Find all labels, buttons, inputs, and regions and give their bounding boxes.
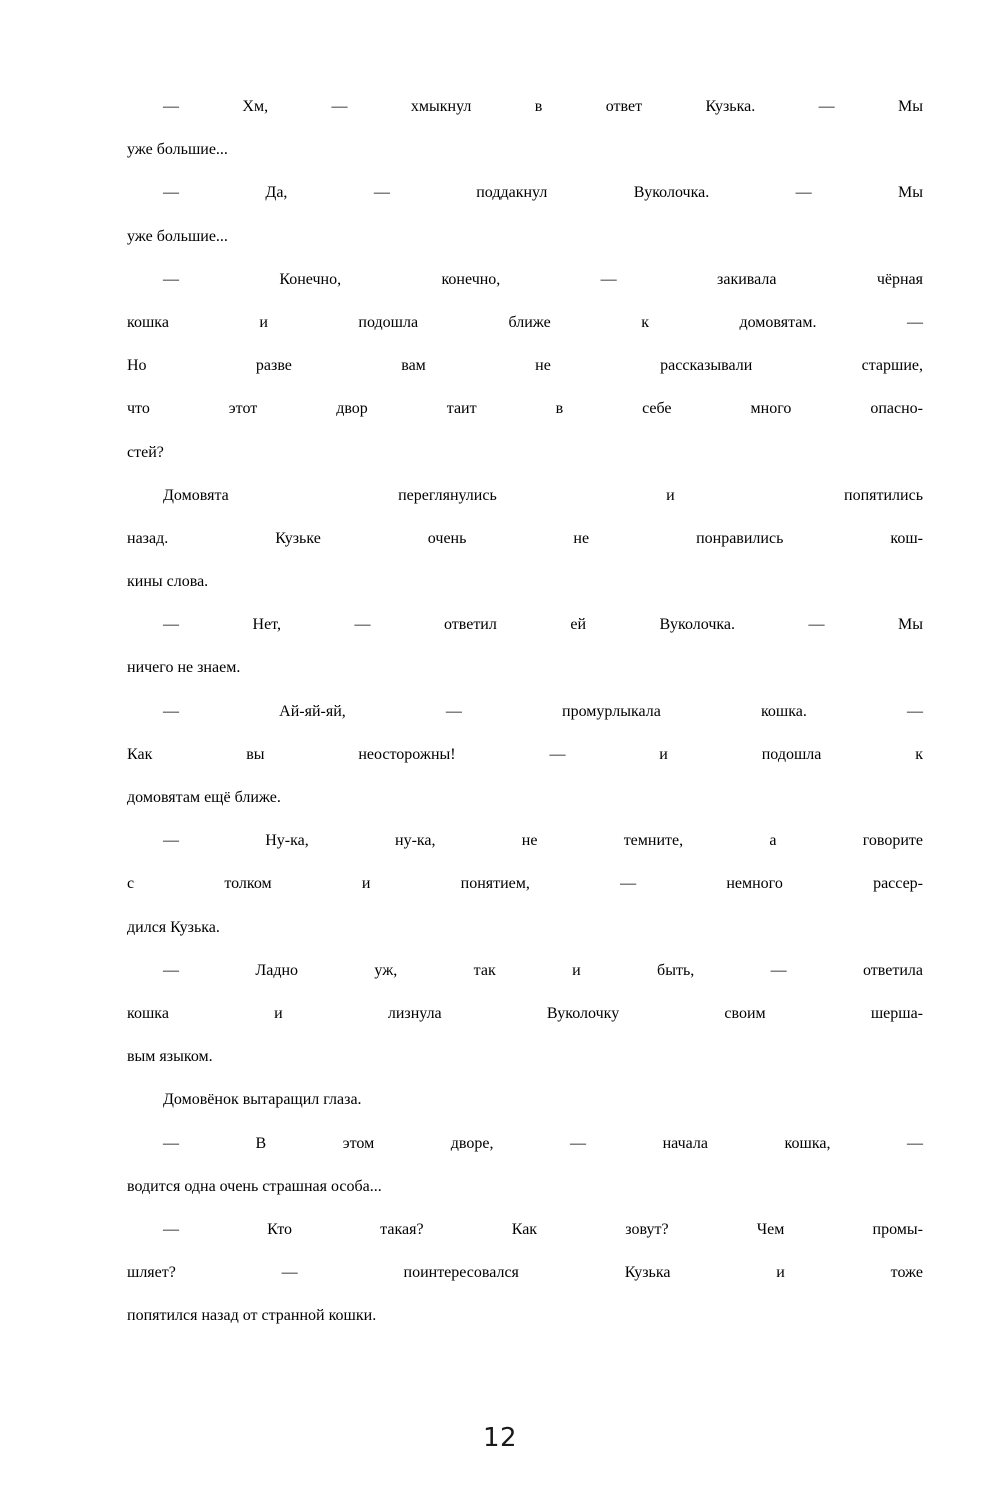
- text-line: назад. Кузьке очень не понравились кош-: [127, 529, 923, 547]
- text-line: — В этом дворе, — начала кошка, —: [163, 1134, 923, 1152]
- page-number: 12: [482, 1423, 518, 1453]
- body-text: [127, 98, 923, 1350]
- text-line: шляет? — поинтересовался Кузька и тоже: [127, 1264, 923, 1282]
- paragraph: [127, 832, 923, 962]
- paragraph: [127, 616, 923, 702]
- text-line: кошка и подошла ближе к домовятам. —: [127, 313, 923, 331]
- paragraph: [127, 1221, 923, 1351]
- text-line: попятился назад от странной кошки.: [127, 1307, 377, 1325]
- paragraph: [127, 271, 923, 487]
- paragraph: [127, 487, 923, 617]
- text-line: что этот двор таит в себе много опасно-: [127, 400, 923, 418]
- text-line: — Хм, — хмыкнул в ответ Кузька. — Мы: [163, 98, 923, 115]
- text-line: дился Кузька.: [127, 918, 220, 936]
- text-line: ничего не знаем.: [127, 659, 241, 677]
- text-line: — Ладно уж, так и быть, — ответила: [163, 961, 923, 979]
- text-line: стей?: [127, 443, 164, 461]
- text-line: водится одна очень страшная особа...: [127, 1177, 382, 1195]
- paragraph: [127, 962, 923, 1092]
- text-line: Как вы неосторожны! — и подошла к: [127, 745, 923, 763]
- text-line: Домовёнок вытаращил глаза.: [163, 1091, 362, 1109]
- text-line: — Ну-ка, ну-ка, не темните, а говорите: [163, 832, 923, 850]
- text-line: кины слова.: [127, 573, 209, 591]
- text-line: вым языком.: [127, 1048, 213, 1066]
- text-line: — Конечно, конечно, — закивала чёрная: [163, 270, 923, 288]
- paragraph: [127, 703, 923, 833]
- paragraph: [127, 98, 923, 184]
- text-line: уже большие...: [127, 227, 228, 245]
- text-line: — Нет, — ответил ей Вуколочка. — Мы: [163, 616, 923, 634]
- text-line: Домовята переглянулись и попятились: [163, 486, 923, 504]
- text-line: — Да, — поддакнул Вуколочка. — Мы: [163, 184, 923, 202]
- paragraph: [127, 1135, 923, 1221]
- text-line: домовятам ещё ближе.: [127, 789, 281, 806]
- text-line: — Кто такая? Как зовут? Чем промы-: [163, 1220, 923, 1238]
- text-line: уже большие...: [127, 141, 228, 159]
- text-line: с толком и понятием, — немного рассер-: [127, 875, 923, 893]
- text-line: кошка и лизнула Вуколочку своим шерша-: [127, 1004, 923, 1022]
- text-line: Но разве вам не рассказывали старшие,: [127, 357, 923, 375]
- text-line: — Ай-яй-яй, — промурлыкала кошка. —: [163, 702, 923, 720]
- paragraph: [127, 184, 923, 270]
- paragraph: [127, 1091, 923, 1134]
